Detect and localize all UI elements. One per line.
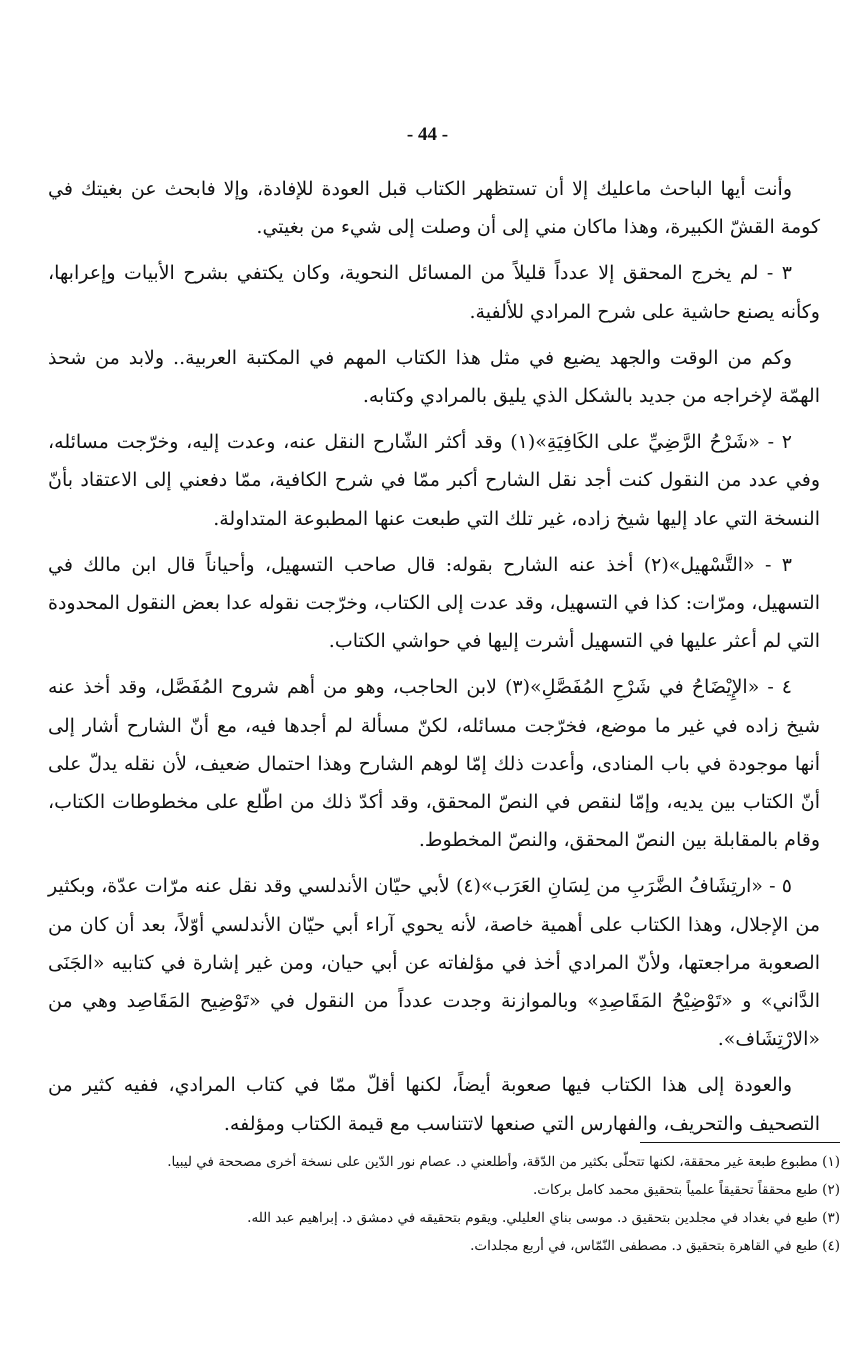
paragraph-1: وأنت أيها الباحث ماعليك إلا أن تستظهر الكتاب قبل العودة للإفادة، وإلا فابحث عن بغيتك في كومة القشّ الكبيرة، وهذا ماكان مني إلى أن وصلت إلى شيء من بغيتي. bbox=[48, 178, 820, 239]
paragraph-8: والعودة إلى هذا الكتاب فيها صعوبة أيضاً، لكنها أقلّ ممّا في كتاب المرادي، ففيه كثير من التصحيف والتحريف، والفهارس التي صنعها لاتتناسب مع قيمة الكتاب ومؤلفه. bbox=[48, 1074, 820, 1135]
page-number: - 44 - bbox=[406, 124, 449, 145]
paragraph-6: ٤ - «الإِيْضَاحُ في شَرْحِ المُفَصَّلِ»(٣) لابن الحاجب، وهو من أهم شروح المُفَصَّل، وقد أخذ عنه شيخ زاده في غير ما موضع، فخرّجت مسائله، لكنّ مسألة لم أجدها فيه، مع أنّ الشارح أشار إلى أنها موجودة في باب المنادى، وأعدت ذلك إمّا لوهم الشارح وهذا احتمال ضعيف، لأن نقله يدلّ على أنّ الكتاب بين يديه، وإمّا لنقص في النصّ المحقق، وقد أكدّ ذلك من اطّلع على مخطوطات الكتاب، وقام بالمقابلة بين النصّ المحقق، والنصّ المخطوط. bbox=[48, 676, 820, 852]
paragraph-2: ٣ - لم يخرج المحقق إلا عدداً قليلاً من المسائل النحوية، وكان يكتفي بشرح الأبيات وإعرابها، وكأنه يصنع حاشية على شرح المرادي للألفية. bbox=[48, 262, 820, 323]
footnote-1: (١) مطبوع طبعة غير محققة، لكنها تتحلّى بكثير من الدّقة، وأطلعني د. عصام نور الدّين على نسخة أخرى مصححة في ليبيا. bbox=[167, 1154, 840, 1170]
footnote-divider bbox=[640, 1142, 840, 1143]
footnotes bbox=[48, 1148, 840, 1260]
paragraph-5: ٣ - «التَّسْهيل»(٢) أخذ عنه الشارح بقوله: قال صاحب التسهيل، وأحياناً قال ابن مالك في التسهيل، ومرّات: كذا في التسهيل، وقد عدت إلى الكتاب، وخرّجت نقوله عدا بعض النقول المحدودة التي لم أعثر عليها في التسهيل أشرت إليها في حواشي الكتاب. bbox=[48, 553, 820, 653]
footnote-4: (٤) طبع في القاهرة بتحقيق د. مصطفى النّمّاس، في أربع مجلدات. bbox=[470, 1238, 840, 1254]
body-text bbox=[48, 170, 820, 1151]
footnote-2: (٢) طبع محققاً تحقيقاً علمياً بتحقيق محمد كامل بركات. bbox=[533, 1182, 840, 1198]
paragraph-7: ٥ - «ارتِشَافُ الضَّرَبِ من لِسَانِ العَرَب»(٤) لأبي حيّان الأندلسي وقد نقل عنه مرّات عدّة، وبكثير من الإجلال، وهذا الكتاب على أهمية خاصة، لأنه يحوي آراء أبي حيّان الأندلسي أوّلاً، بعد أن كان من الصعوبة مراجعتها، ولأنّ المرادي أخذ في مؤلفاته عن أبي حيان، ومن غير إشارة في كتابيه «الجَنَى الدَّاني» و «تَوْضِيْحُ المَقَاصِدِ» وبالموازنة وجدت عدداً من النقول في «تَوْضِيح المَقَاصِد وهي من «الارْتِشَاف». bbox=[48, 875, 820, 1051]
paragraph-3: وكم من الوقت والجهد يضيع في مثل هذا الكتاب المهم في المكتبة العربية.. ولابد من شحذ الهمّة لإخراجه من جديد بالشكل الذي يليق بالمرادي وكتابه. bbox=[48, 346, 820, 408]
footnote-3: (٣) طبع في بغداد في مجلدين بتحقيق د. موسى بناي العليلي. ويقوم بتحقيقه في دمشق د. إبراهيم عبد الله. bbox=[247, 1210, 840, 1226]
paragraph-4: ٢ - «شَرْحُ الرَّضِيِّ على الكَافِيَةِ»(١) وقد أكثر الشّارح النقل عنه، وعدت إليه، وخرّجت مسائله، وفي عدد من النقول كنت أجد نقل الشارح أكبر ممّا في شرح الكافية، ممّا دفعني إلى الاعتقاد بأنّ النسخة التي عاد إليها شيخ زاده، غير تلك التي طبعت عنها المطبوعة المتداولة. bbox=[48, 431, 820, 530]
